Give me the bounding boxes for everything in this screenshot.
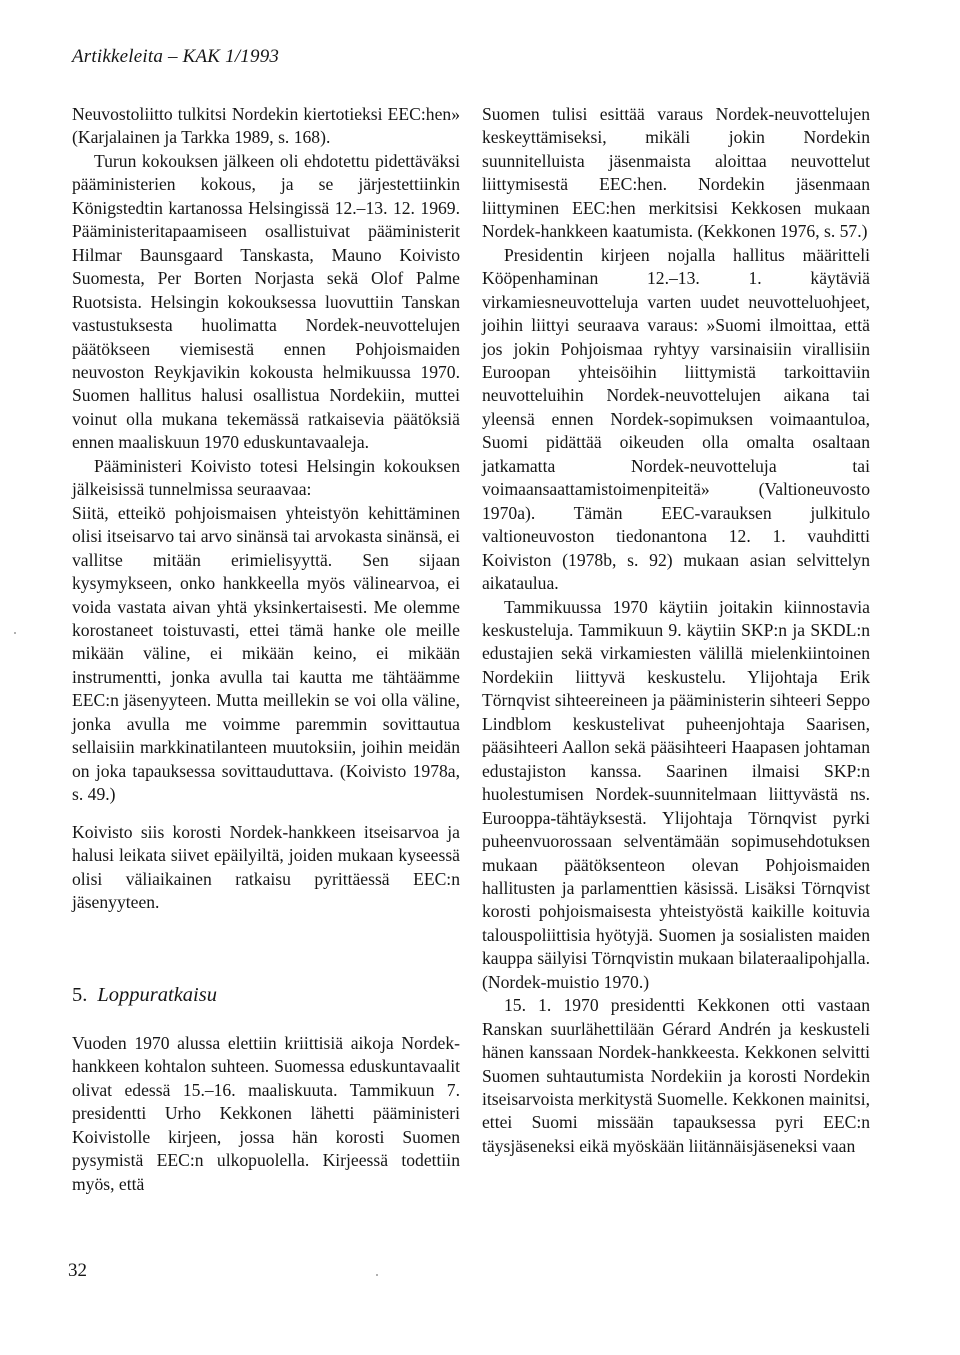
paragraph: Koivisto siis korosti Nordek-hankkeen itseisarvoa ja halusi leikata siivet epäilyiltä, joiden mukaan kyseessä olisi väliaikainen ratkaisu pyrittäessä EEC:n jäsenyyteen. xyxy=(72,821,460,912)
left-column xyxy=(72,103,460,1196)
paragraph: Turun kokouksen jälkeen oli ehdotettu pidettäväksi pääministerien kokous, ja se järjestettiinkin Königstedtin kartanossa Helsingissä 12.–13. 12. 1969. Pääministeritapaamiseen osallistuivat pääministerit Hilmar Baunsgaard Tanskasta, Mauno Koivisto Suomesta, Per Borten Norjasta sekä Olof Palme Ruotsista. Helsingin kokouksessa luovuttiin Tanskan vastustuksesta huolimatta Nordek-neuvottelujen päätökseen viemisestä ennen Pohjoismaiden neuvoston Reykjavikin kokousta helmikuussa 1970. Suomen hallitus halusi osallistua Nordekiin, muttei voinut olla mukana tekemässä ratkaisevia päätöksiä ennen maaliskuun 1970 eduskuntavaaleja. xyxy=(72,150,460,453)
paragraph: Pääministeri Koivisto totesi Helsingin kokouksen jälkeisissä tunnelmissa seuraavaa: xyxy=(72,455,460,500)
paragraph: Presidentin kirjeen nojalla hallitus määritteli Kööpenhaminan 12.–13. 1. käytäviä virkamiesneuvotteluja varten uudet neuvotteluohjeet, joihin liittyi seuraava varaus: »Suomi ilmoittaa, että jos jokin Pohjoismaa ryhtyy varsinaisiin virallisiin Euroopan yhteisöihin liittymistä tarkoittaviin neuvotteluihin Nordek-neuvottelujen aikana tai yleensä ennen Nordek-sopimuksen voimaantuloa, Suomi pidättää oikeuden olla omalta osaltaan jatkamatta Nordek-neuvotteluja tai voimaansaattamistoimenpiteitä» (Valtioneuvosto 1970a). Tämän EEC-varauksen julkitulo valtioneuvoston tiedonantona 12. 1. vauhditti Koiviston (1978b, s. 92) mukaan asian selvittelyn aikataulua. xyxy=(482,244,870,594)
paragraph: Neuvostoliitto tulkitsi Nordekin kiertotieksi EEC:hen» (Karjalainen ja Tarkka 1989, s. 168). xyxy=(72,104,460,148)
scan-speck xyxy=(14,632,16,634)
section-number: 5. xyxy=(72,984,88,1007)
paragraph: Tammikuussa 1970 käytiin joitakin kiinnostavia keskusteluja. Tammikuun 9. käytiin SKP:n ja SKDL:n edustajien sekä virkamiesten välillä mielenkiintoinen Nordekiin liittyvä keskustelu. Ylijohtaja Erik Törnqvist sihteereineen ja pääministerin sihteeri Seppo Lindblom keskustelivat puheenjohtaja Saarisen, pääsihteeri Aallon sekä pääsihteeri Haapasen johtaman edustajiston kanssa. Saarinen ilmaisi SKP:n huolestumisen Nordek-suunnitelmaan liittyvästä ns. Eurooppa-tähtäyksestä. Ylijohtaja Törnqvist pyrki puheenvuorossaan selventämään sopimusehdotuksen mukaan päätöksenteon olevan Pohjoismaiden hallitusten ja parlamenttien käsissä. Lisäksi Törnqvist korosti pohjoismaisesta yhteistyöstä kaikille koituvia talouspoliittisia hyötyjä. Suomen ja sosialisten maiden kauppa säilyisi Törnqvistin mukaan bilateraalipohjalla. (Nordek-muistio 1970.) xyxy=(482,596,870,992)
section-heading xyxy=(72,984,460,1007)
paragraph: 15. 1. 1970 presidentti Kekkonen otti vastaan Ranskan suurlähettilään Gérard Andrén ja keskusteli hänen kanssaan Nordek-hankkeesta. Kekkonen selvitti Suomen suhtautumista Nordekiin ja korosti Nordekin itseisarvoista merkitystä Suomelle. Kekkonen mainitsi, ettei Suomi missään tapauksessa pyri EEC:n täysjäseneksi eikä myöskään liitännäisjäseneksi vaan xyxy=(482,995,870,1156)
paragraph: Suomen tulisi esittää varaus Nordek-neuvottelujen keskeyttämiseksi, mikäli jokin Nordekin suunnitelluista jäsenmaista aloittaa neuvottelut liittymisestä EEC:hen. Nordekin jäsenmaan liittyminen EEC:hen merkitsisi Kekkosen mukaan Nordek-hankkeen kaatumista. (Kekkonen 1976, s. 57.) xyxy=(482,104,870,242)
scan-speck xyxy=(376,1274,378,1276)
page-number: 32 xyxy=(68,1260,87,1281)
paragraph: Vuoden 1970 alussa elettiin kriittisiä aikoja Nordek-hankkeen kohtalon suhteen. Suomessa eduskuntavaalit olivat edessä 15.–16. maaliskuuta. Tammikuun 7. presidentti Urho Kekkonen lähetti pääministeri Koivistolle kirjeen, jossa hän korosti Suomen pysymistä EEC:n ulkopuolella. Kirjeessä todettiin myös, että xyxy=(72,1032,460,1194)
block-quote: Siitä, etteikö pohjoismaisen yhteistyön kehittäminen olisi itseisarvo tai arvo sinänsä tai arvokasta sinänsä, ei vallitse mitään erimielisyyttä. Sen sijaan kysymykseen, onko hankkeella myös välinearvoa, ei voida vastata aivan yhtä yksinkertaisesti. Me olemme korostaneet toistuvasti, ettei tämä hanke ole meille mikään väline, ei mikään keino, ei mikään instrumentti, jonka avulla tai kautta me tähtäämme EEC:n jäsenyyteen. Mutta meillekin se voi olla väline, jonka avulla me voimme paremmin sovittautua sellaisiin markkinatilanteen muutoksiin, joihin meidän on joka tapauksessa sovittauduttava. (Koivisto 1978a, s. 49.) xyxy=(72,502,460,805)
running-head: Artikkeleita – KAK 1/1993 xyxy=(72,46,280,67)
section-title: Loppuratkaisu xyxy=(97,984,217,1007)
right-column xyxy=(482,103,870,1158)
